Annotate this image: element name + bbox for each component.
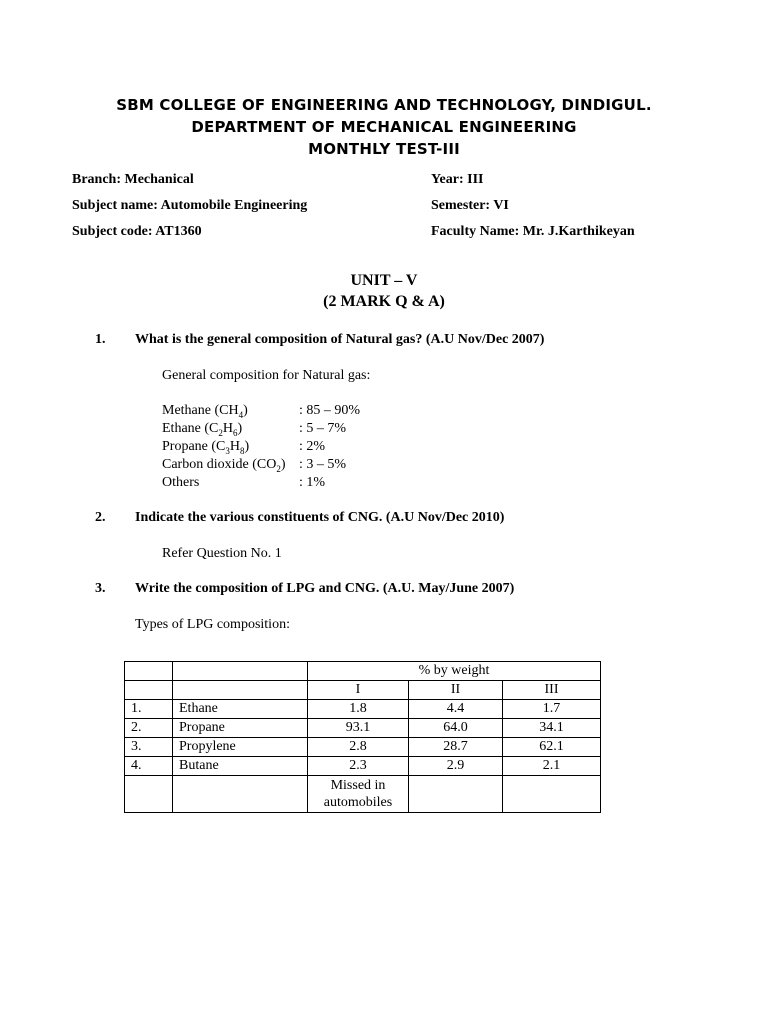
table-cell: 2.9 (409, 757, 503, 776)
footnote-line: automobiles (323, 795, 393, 810)
table-group-header: % by weight (308, 662, 601, 681)
column-header: II (409, 681, 503, 700)
answer-intro: Types of LPG composition: (135, 617, 290, 632)
composition-value: : 85 – 90% (299, 403, 361, 418)
table-row (125, 757, 601, 776)
table-cell: 2.8 (308, 738, 409, 757)
table-cell (173, 662, 308, 681)
department-title: DEPARTMENT OF MECHANICAL ENGINEERING (191, 118, 577, 136)
table-cell (125, 776, 173, 813)
unit-subtitle: (2 MARK Q & A) (323, 293, 445, 310)
row-number: 1. (125, 700, 173, 719)
column-header: III (503, 681, 601, 700)
question-text: Write the composition of LPG and CNG. (A.U. May/June 2007) (135, 581, 515, 596)
table-cell: 62.1 (503, 738, 601, 757)
row-name: Propylene (173, 738, 308, 757)
table-cell: 1.7 (503, 700, 601, 719)
faculty-label: Faculty Name: Mr. J.Karthikeyan (431, 224, 635, 239)
composition-name: Methane $(CH_4)$ (162, 403, 248, 420)
table-cell (409, 776, 503, 813)
table-header-row (125, 681, 601, 700)
test-title: MONTHLY TEST-III (308, 140, 460, 158)
year-label: Year: III (431, 172, 484, 187)
row-number: 2. (125, 719, 173, 738)
table-cell (125, 662, 173, 681)
table-cell: 2.3 (308, 757, 409, 776)
question-text: Indicate the various constituents of CNG. (A.U Nov/Dec 2010) (135, 510, 505, 525)
composition-value: : 1% (299, 475, 326, 490)
answer-intro: General composition for Natural gas: (162, 368, 371, 383)
composition-value: : 5 – 7% (299, 421, 347, 436)
footnote-cell (308, 776, 409, 813)
subject-name-label: Subject name: Automobile Engineering (72, 198, 308, 213)
answer-text: Refer Question No. 1 (162, 546, 282, 561)
footnote-line: Missed in (330, 778, 386, 793)
row-name: Ethane (173, 700, 308, 719)
composition-name: Others (162, 475, 200, 490)
composition-value: : 2% (299, 439, 326, 454)
unit-title: UNIT – V (350, 272, 418, 289)
table-cell: 1.8 (308, 700, 409, 719)
semester-label: Semester: VI (431, 198, 509, 213)
table-header-row (125, 662, 601, 681)
row-name: Butane (173, 757, 308, 776)
table-cell: 2.1 (503, 757, 601, 776)
table-cell (173, 776, 308, 813)
branch-label: Branch: Mechanical (72, 172, 194, 187)
row-number: 3. (125, 738, 173, 757)
composition-name: Propane $(C_3H_8)$ (162, 439, 250, 456)
lpg-composition-table (124, 661, 601, 813)
table-cell: 34.1 (503, 719, 601, 738)
college-title: SBM COLLEGE OF ENGINEERING AND TECHNOLOGY, DINDIGUL. (116, 96, 652, 114)
table-row (125, 738, 601, 757)
question-number: 3. (95, 581, 106, 596)
table-cell (125, 681, 173, 700)
question-number: 2. (95, 510, 106, 525)
table-cell (503, 776, 601, 813)
table-cell (173, 681, 308, 700)
table-cell: 28.7 (409, 738, 503, 757)
row-number: 4. (125, 757, 173, 776)
question-text: What is the general composition of Natural gas? (A.U Nov/Dec 2007) (135, 332, 545, 347)
question-number: 1. (95, 332, 106, 347)
table-row (125, 700, 601, 719)
composition-name: Ethane $(C_2H_6)$ (162, 421, 243, 438)
composition-value: : 3 – 5% (299, 457, 347, 472)
composition-name: Carbon dioxide $(CO_2)$ (162, 457, 286, 474)
table-row (125, 776, 601, 813)
table-cell: 64.0 (409, 719, 503, 738)
subject-code-label: Subject code: AT1360 (72, 224, 202, 239)
row-name: Propane (173, 719, 308, 738)
table-cell: 93.1 (308, 719, 409, 738)
column-header: I (308, 681, 409, 700)
table-cell: 4.4 (409, 700, 503, 719)
table-row (125, 719, 601, 738)
